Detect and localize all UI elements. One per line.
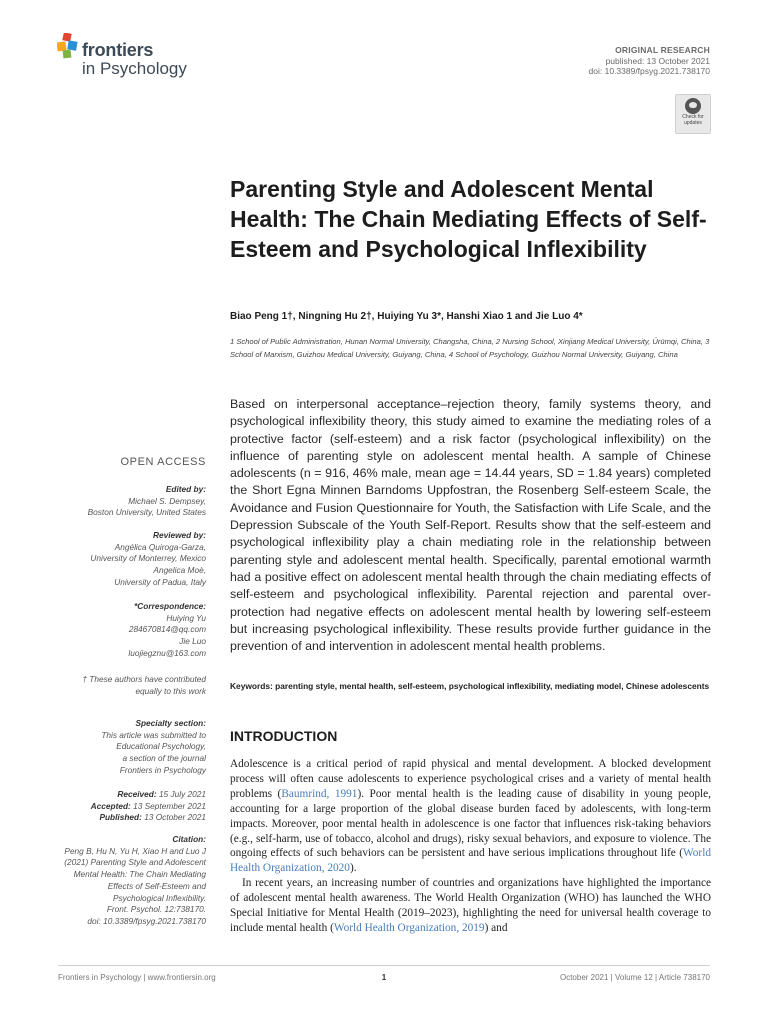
correspondence-section bbox=[36, 601, 206, 660]
citation-line: (2021) Parenting Style and Adolescent bbox=[64, 857, 206, 868]
footer-journal-link[interactable]: Frontiers in Psychology | www.frontiersin.org bbox=[58, 973, 216, 982]
accepted-label: Accepted: bbox=[90, 800, 131, 811]
intro-paragraph-2 bbox=[230, 876, 711, 936]
citation-label: Citation: bbox=[172, 834, 206, 844]
correspondent-email-link[interactable]: luojiegznu@163.com bbox=[128, 647, 206, 658]
published-label: Published: bbox=[99, 812, 142, 823]
intro-paragraph-1 bbox=[230, 757, 711, 876]
introduction-body bbox=[230, 757, 711, 936]
journal-brand-line1[interactable]: frontiers bbox=[82, 40, 154, 60]
published-date-side: 13 October 2021 bbox=[144, 812, 206, 823]
specialty-label: Specialty section: bbox=[135, 718, 206, 728]
citation-line: Psychological Inflexibility. bbox=[113, 892, 206, 903]
intro-text: ) and bbox=[484, 921, 508, 934]
specialty-line: Educational Psychology, bbox=[116, 741, 206, 752]
affiliations: 1 School of Public Administration, Hunan Normal University, Changsha, China, 2 Nursing School, Xinjiang Medical University, Ürümqi, China, 3 School of Marxism, Guizhou Medical University, Guiyang, China, 4 School of Psychology, Guizhou Normal University, Guiyang, China bbox=[230, 337, 710, 359]
editor-name: Michael S. Dempsey, bbox=[128, 495, 206, 506]
editor-affiliation: Boston University, United States bbox=[87, 507, 206, 518]
bookmark-check-icon bbox=[685, 98, 701, 114]
reviewer-name: Angelica Moè, bbox=[153, 565, 206, 576]
doi[interactable]: doi: 10.3389/fpsyg.2021.738170 bbox=[588, 66, 710, 76]
author-list[interactable]: Biao Peng 1†, Ningning Hu 2†, Huiying Yu 3*, Hanshi Xiao 1 and Jie Luo 4* bbox=[230, 311, 583, 322]
citation-line: Mental Health: The Chain Mediating bbox=[73, 869, 206, 880]
contribution-note-line: † These authors have contributed bbox=[82, 674, 206, 684]
specialty-line: Frontiers in Psychology bbox=[119, 764, 206, 775]
frontiers-logo-icon bbox=[57, 33, 79, 59]
journal-brand-line2[interactable]: in Psychology bbox=[82, 59, 187, 78]
citation-section bbox=[36, 834, 206, 928]
intro-text: ). bbox=[349, 862, 357, 875]
footer-volume-info: October 2021 | Volume 12 | Article 738170 bbox=[559, 973, 710, 982]
reference-link[interactable]: Baumrind, 1991 bbox=[281, 787, 358, 800]
correspondent-name: Huiying Yu bbox=[166, 612, 206, 623]
reviewed-by-section bbox=[36, 530, 206, 589]
open-access-label: OPEN ACCESS bbox=[120, 456, 206, 468]
contribution-note-line: equally to this work bbox=[135, 685, 206, 696]
footer-divider bbox=[58, 965, 710, 966]
intro-text: ). Poor mental health is the leading cause of disability in young people, accounting for a large proportion of the global disease burden faced by adolescents, with long-term impacts. Moreover, poor mental health in adolescence is one factor that influences risk-taking behaviors (e.g., self-harm, use of tobacco, alcohol and drugs), risky sexual behaviors, and exposure to violence. The ongoing effects of such behaviors can be persistent and have serious implications throughout life ( bbox=[230, 787, 711, 860]
abstract: Based on interpersonal acceptance–rejection theory, family systems theory, and psychological inflexibility theory, this study aimed to examine the mediating roles of a protective factor (self-esteem) and a risk factor (psychological inflexibility) on the influence of parenting style on adolescent mental health. A sample of Chinese adolescents (n = 916, 46% male, mean age = 14.44 years, SD = 1.84 years) completed the Short Egna Minnen Barndoms Uppfostran, the Rosenberg Self-esteem Scale, the Avoidance and Fusion Questionnaire for Youth, the Satisfaction with Life Scale, and the Depression Subscale of the Youth Self-Report. Results show that the self-esteem and psychological inflexibility play a chain mediating role in the relationship between parenting style and adolescent mental health. Specifically, parental emotional warmth had a positive effect on adolescent mental health through the chain mediating effects of self-esteem and psychological inflexibility. Parental rejection and parental over-protection had negative effects on adolescent mental health by lowering self-esteem but increasing psychological inflexibility. These results provide further guidance in the prevention of and intervention in adolescent mental health problems. bbox=[230, 397, 711, 654]
reference-link[interactable]: World Health Organization, 2019 bbox=[333, 921, 485, 934]
correspondence-label: *Correspondence: bbox=[134, 601, 206, 611]
contribution-note bbox=[36, 674, 206, 697]
article-type: ORIGINAL RESEARCH bbox=[615, 45, 710, 55]
received-date: 15 July 2021 bbox=[158, 789, 206, 799]
reviewed-by-label: Reviewed by: bbox=[152, 530, 206, 540]
citation-line: Peng B, Hu N, Yu H, Xiao H and Luo J bbox=[64, 845, 206, 856]
specialty-section bbox=[36, 718, 206, 777]
accepted-date: 13 September 2021 bbox=[133, 800, 206, 811]
introduction-heading: INTRODUCTION bbox=[230, 728, 338, 744]
intro-text: Adolescence is a critical period of rapid physical and mental development. A blocked development process will often cause adolescents to experience psychological crises and a variety of mental health problems ( bbox=[230, 758, 711, 800]
specialty-line: This article was submitted to bbox=[101, 729, 206, 740]
check-updates-label: Check for updates bbox=[682, 114, 704, 126]
specialty-line: a section of the journal bbox=[122, 753, 206, 764]
intro-text: In recent years, an increasing number of countries and organizations have highlighted the importance of adolescent mental health awareness. The World Health Organization (WHO) has launched the WHO Special Initiative for Mental Health (2019–2023), highlighting the need for universal health coverage to include mental health ( bbox=[230, 877, 711, 934]
citation-line: Effects of Self-Esteem and bbox=[107, 880, 206, 891]
citation-line: Front. Psychol. 12:738170. bbox=[106, 904, 206, 915]
published-date: published: 13 October 2021 bbox=[605, 56, 710, 66]
correspondent-email-link[interactable]: 284670814@qq.com bbox=[128, 624, 206, 635]
edited-by-label: Edited by: bbox=[165, 484, 206, 494]
reviewer-affiliation: University of Padua, Italy bbox=[114, 576, 206, 587]
dates-section bbox=[36, 789, 206, 824]
keywords: Keywords: parenting style, mental health, self-esteem, psychological inflexibility, mediating model, Chinese adolescents bbox=[230, 681, 710, 691]
check-for-updates-button[interactable] bbox=[675, 94, 711, 134]
reference-link[interactable]: World Health Organization, 2020 bbox=[230, 847, 711, 875]
article-title: Parenting Style and Adolescent Mental Health: The Chain Mediating Effects of Self-Esteem and Psychological Inflexibility bbox=[230, 176, 707, 262]
received-label: Received: bbox=[117, 789, 157, 799]
reviewer-affiliation: University of Monterrey, Mexico bbox=[90, 553, 206, 564]
reviewer-name: Angélica Quiroga-Garza, bbox=[114, 541, 206, 552]
correspondent-name: Jie Luo bbox=[179, 636, 206, 647]
edited-by-section bbox=[36, 484, 206, 519]
page-number: 1 bbox=[381, 973, 387, 982]
citation-doi-link[interactable]: doi: 10.3389/fpsyg.2021.738170 bbox=[87, 915, 206, 926]
